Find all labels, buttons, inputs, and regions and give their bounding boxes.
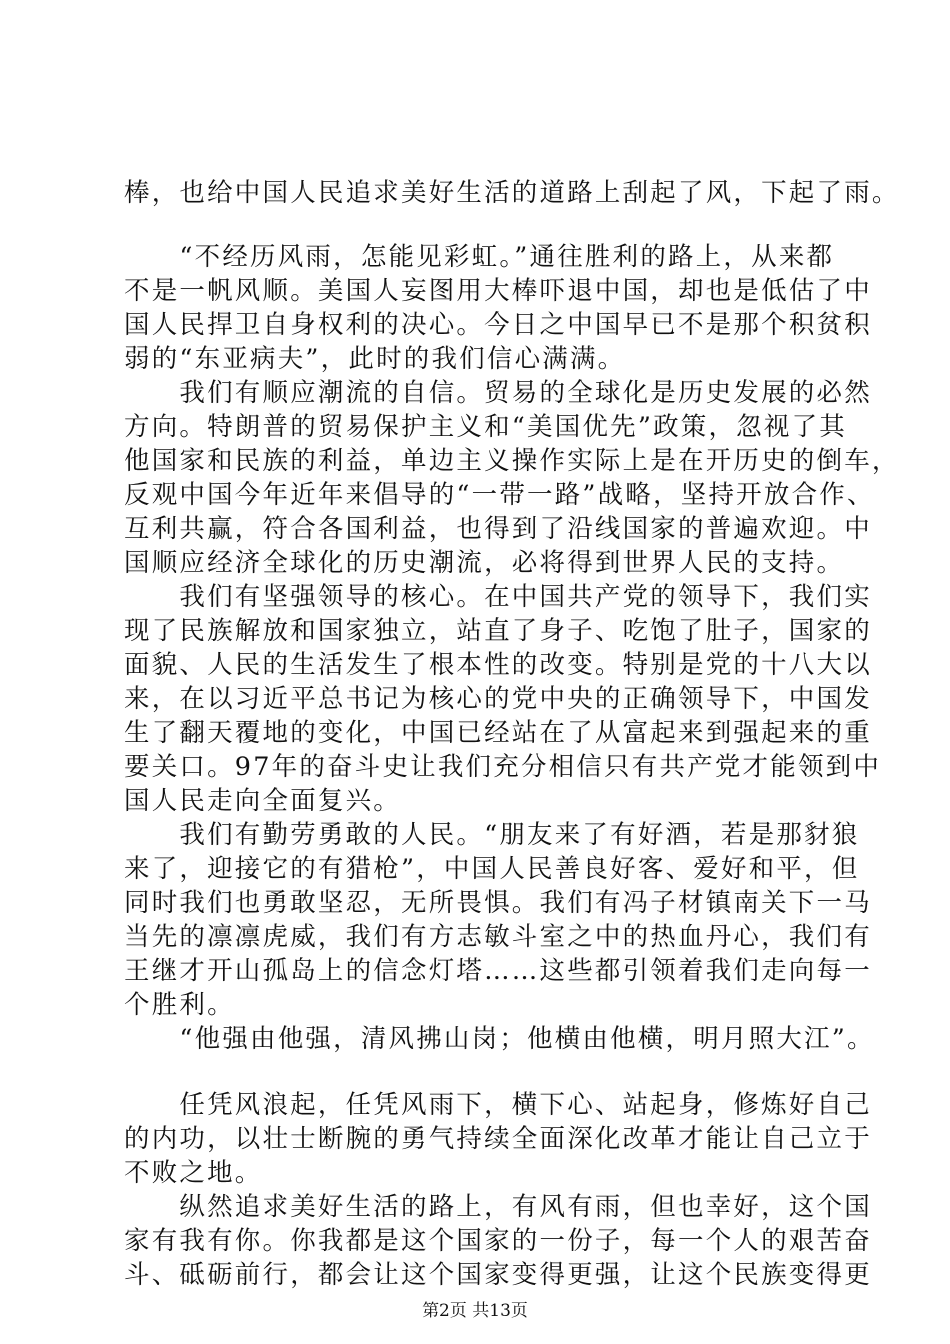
text-line: “他强由他强，清风拂山岗；他横由他横，明月照大江”。	[124, 1024, 875, 1054]
text-line: 当先的凛凛虎威，我们有方志敏斗室之中的热血丹心，我们有	[124, 922, 872, 952]
text-line: 要关口。97年的奋斗史让我们充分相信只有共产党才能领到中	[124, 752, 882, 782]
text-line: 国人民捍卫自身权利的决心。今日之中国早已不是那个积贫积	[124, 310, 872, 340]
text-line: “不经历风雨，怎能见彩虹。”通往胜利的路上，从来都	[124, 242, 835, 272]
page-number-footer: 第2页 共13页	[422, 1301, 528, 1321]
text-line: 来了，迎接它的有猎枪”，中国人民善良好客、爱好和平，但	[124, 854, 860, 884]
text-line: 个胜利。	[124, 990, 235, 1020]
text-line: 任凭风浪起，任凭风雨下，横下心、站起身，修炼好自己	[124, 1090, 872, 1120]
text-line: 我们有坚强领导的核心。在中国共产党的领导下，我们实	[124, 582, 872, 612]
text-line: 面貌、人民的生活发生了根本性的改变。特别是党的十八大以	[124, 650, 872, 680]
text-line: 国人民走向全面复兴。	[124, 786, 402, 816]
text-line: 不是一帆风顺。美国人妄图用大棒吓退中国，却也是低估了中	[124, 276, 872, 306]
text-line: 同时我们也勇敢坚忍，无所畏惧。我们有冯子材镇南关下一马	[124, 888, 872, 918]
text-line: 斗、砥砺前行，都会让这个国家变得更强，让这个民族变得更	[124, 1260, 872, 1290]
text-line: 纵然追求美好生活的路上，有风有雨，但也幸好，这个国	[124, 1192, 872, 1222]
text-line: 家有我有你。你我都是这个国家的一份子，每一个人的艰苦奋	[124, 1226, 872, 1256]
text-line: 的内功，以壮士断腕的勇气持续全面深化改革才能让自己立于	[124, 1124, 872, 1154]
text-line: 我们有顺应潮流的自信。贸易的全球化是历史发展的必然	[124, 378, 872, 408]
text-line: 生了翻天覆地的变化，中国已经站在了从富起来到强起来的重	[124, 718, 872, 748]
text-line: 互利共赢，符合各国利益，也得到了沿线国家的普遍欢迎。中	[124, 514, 872, 544]
text-line: 弱的“东亚病夫”，此时的我们信心满满。	[124, 344, 626, 374]
text-line: 他国家和民族的利益，单边主义操作实际上是在开历史的倒车，	[124, 446, 900, 476]
text-line: 反观中国今年近年来倡导的“一带一路”战略，坚持开放合作、	[124, 480, 875, 510]
text-line: 方向。特朗普的贸易保护主义和“美国优先”政策，忽视了其	[124, 412, 847, 442]
text-line: 现了民族解放和国家独立，站直了身子、吃饱了肚子，国家的	[124, 616, 872, 646]
text-line: 来，在以习近平总书记为核心的党中央的正确领导下，中国发	[124, 684, 872, 714]
text-line: 不败之地。	[124, 1158, 263, 1188]
text-line: 我们有勤劳勇敢的人民。“朋友来了有好酒，若是那豺狼	[124, 820, 860, 850]
text-line: 棒，也给中国人民追求美好生活的道路上刮起了风，下起了雨。	[124, 178, 900, 208]
text-line: 王继才开山孤岛上的信念灯塔……这些都引领着我们走向每一	[124, 956, 872, 986]
text-line: 国顺应经济全球化的历史潮流，必将得到世界人民的支持。	[124, 548, 845, 578]
